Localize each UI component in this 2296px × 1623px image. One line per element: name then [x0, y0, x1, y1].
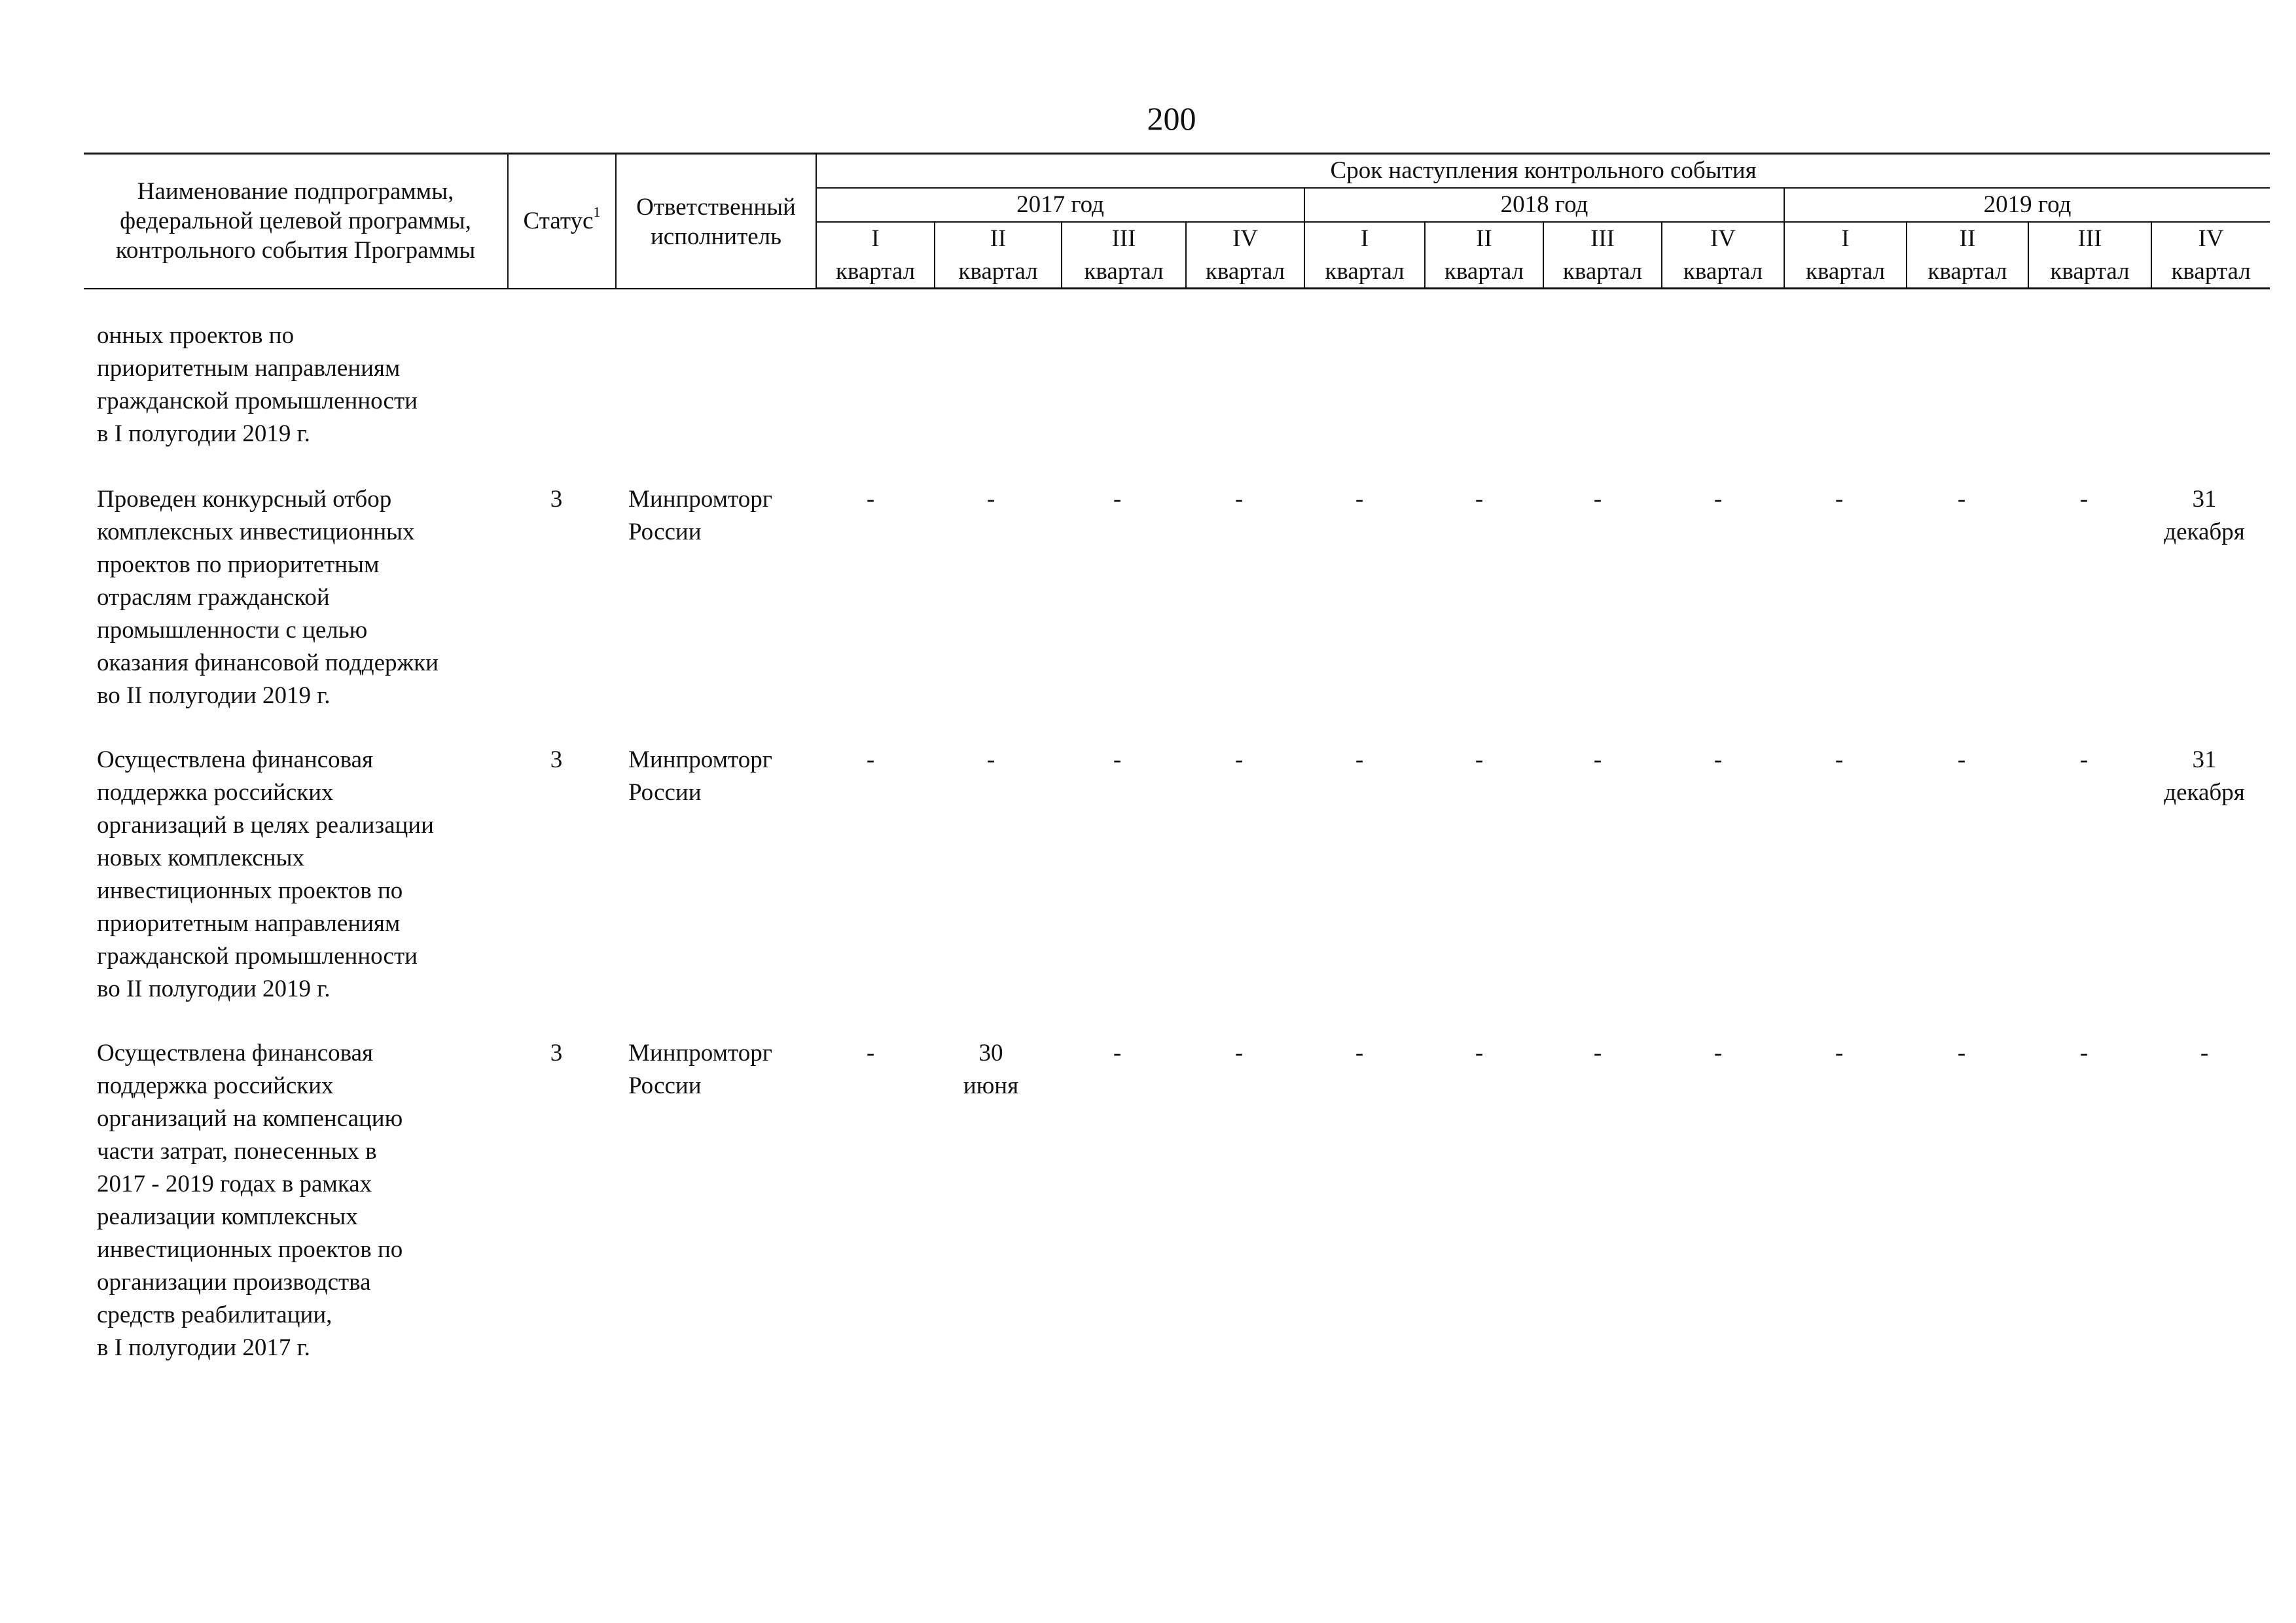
quarter-value: - — [1234, 486, 1244, 513]
event-executor: Минпромторг России — [628, 746, 772, 806]
quarter-value: - — [1593, 1040, 1602, 1067]
header-table — [84, 153, 2270, 289]
quarter-value: - — [986, 746, 996, 773]
quarter-value: - — [1113, 1040, 1122, 1067]
quarter-label: квартал — [1425, 256, 1543, 289]
quarter-label: квартал — [2151, 256, 2270, 289]
quarter-value: - — [1593, 746, 1602, 773]
quarter-value: - — [866, 486, 875, 513]
quarter-value: - — [1355, 1040, 1364, 1067]
quarter-value: - — [1713, 486, 1723, 513]
quarter-value: - — [2200, 1040, 2209, 1067]
event-status: 3 — [550, 486, 563, 513]
quarter-value: - — [1234, 1040, 1244, 1067]
quarter-label: квартал — [1304, 256, 1425, 289]
quarter-value: - — [1234, 746, 1244, 773]
quarter-value: - — [1957, 746, 1966, 773]
quarter-value: - — [1355, 486, 1364, 513]
quarter-3-2019: III — [2028, 222, 2151, 256]
quarter-4-2017: IV — [1186, 222, 1304, 256]
quarter-value: - — [986, 486, 996, 513]
quarter-value: 31 декабря — [2164, 746, 2245, 806]
quarter-value: - — [1835, 746, 1844, 773]
page-number: 200 — [1147, 100, 1196, 137]
event-name: Проведен конкурсный отбор комплексных инвестиционных проектов по приоритетным отраслям гражданской промышленности с целью оказания финансовой поддержки во II полугодии 2019 г. — [97, 486, 439, 709]
quarter-value: - — [1713, 1040, 1723, 1067]
quarter-value: - — [1475, 746, 1484, 773]
quarter-value: - — [1593, 486, 1602, 513]
quarter-label: квартал — [1907, 256, 2028, 289]
event-executor: Минпромторг России — [628, 1040, 772, 1099]
quarter-3-2018: III — [1543, 222, 1662, 256]
event-status: 3 — [550, 1040, 563, 1067]
quarter-value: 30 июня — [963, 1040, 1019, 1099]
quarter-4-2019: IV — [2151, 222, 2270, 256]
quarter-2-2017: II — [935, 222, 1062, 256]
quarter-value: - — [1355, 746, 1364, 773]
quarter-1-2019: I — [1784, 222, 1907, 256]
quarter-value: - — [2079, 1040, 2089, 1067]
status-footnote: 1 — [593, 204, 601, 221]
quarter-value: - — [1475, 486, 1484, 513]
status-label: Статус — [523, 208, 594, 235]
quarter-label: квартал — [1062, 256, 1186, 289]
quarter-value: - — [1113, 746, 1122, 773]
event-name: Осуществлена финансовая поддержка российских организаций на компенсацию части затрат, понесенных в 2017 - 2019 годах в рамках реализации комплексных инвестиционных проектов по организации производства средств реабилитации, в I полугодии 2017 г. — [97, 1040, 403, 1361]
quarter-3-2017: III — [1062, 222, 1186, 256]
quarter-value: - — [1835, 1040, 1844, 1067]
quarter-value: - — [1835, 486, 1844, 513]
quarter-value: - — [1713, 746, 1723, 773]
year-2019-header: 2019 год — [1784, 188, 2270, 222]
event-executor: Минпромторг России — [628, 486, 772, 545]
quarter-value: - — [866, 1040, 875, 1067]
quarter-value: - — [1957, 486, 1966, 513]
quarter-1-2017: I — [816, 222, 935, 256]
quarter-value: - — [1475, 1040, 1484, 1067]
quarter-1-2018: I — [1304, 222, 1425, 256]
quarter-value: - — [1113, 486, 1122, 513]
quarter-label: квартал — [816, 256, 935, 289]
year-2018-header: 2018 год — [1304, 188, 1784, 222]
status-column-header — [508, 154, 616, 289]
quarter-label: квартал — [1186, 256, 1304, 289]
quarter-value: - — [866, 746, 875, 773]
quarter-value: - — [1957, 1040, 1966, 1067]
quarter-value: 31 декабря — [2164, 486, 2245, 545]
quarter-label: квартал — [935, 256, 1062, 289]
event-status: 3 — [550, 746, 563, 773]
deadline-group-header: Срок наступления контрольного события — [816, 154, 2270, 188]
executor-column-header: Ответственный исполнитель — [616, 154, 816, 289]
quarter-value: - — [2079, 486, 2089, 513]
name-column-header: Наименование подпрограммы, федеральной целевой программы, контрольного события Программы — [84, 154, 508, 289]
quarter-value: - — [2079, 746, 2089, 773]
quarter-label: квартал — [1662, 256, 1784, 289]
quarter-2-2019: II — [1907, 222, 2028, 256]
event-name: онных проектов по приоритетным направлениям гражданской промышленности в I полугодии 2019 г. — [97, 322, 418, 447]
event-name: Осуществлена финансовая поддержка российских организаций в целях реализации новых комплексных инвестиционных проектов по приоритетным направлениям гражданской промышленности во II полугодии 2019 г. — [97, 746, 434, 1002]
quarter-2-2018: II — [1425, 222, 1543, 256]
quarter-4-2018: IV — [1662, 222, 1784, 256]
quarter-label: квартал — [1784, 256, 1907, 289]
year-2017-header: 2017 год — [816, 188, 1304, 222]
quarter-label: квартал — [2028, 256, 2151, 289]
quarter-label: квартал — [1543, 256, 1662, 289]
